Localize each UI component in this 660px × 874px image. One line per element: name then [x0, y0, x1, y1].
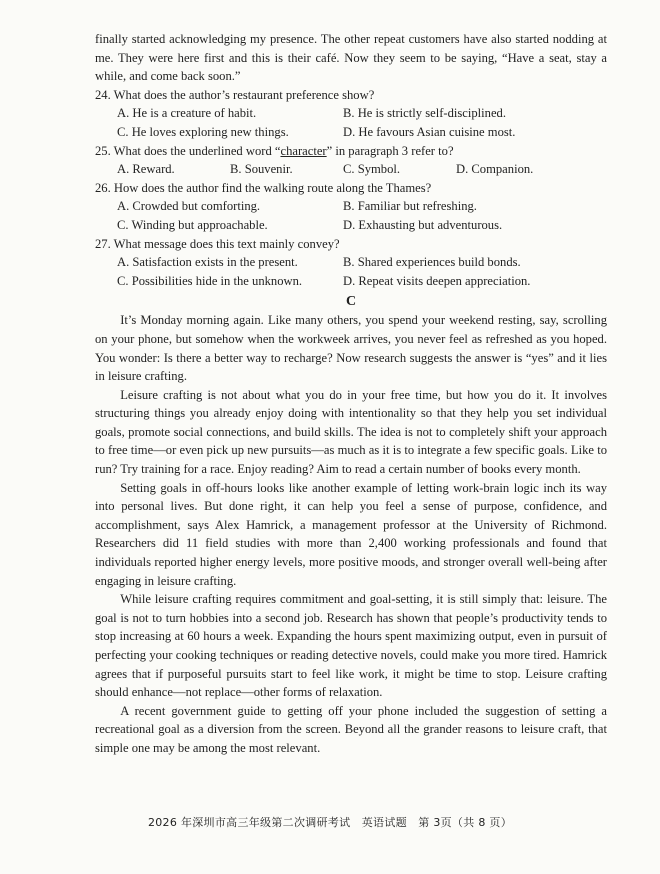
- underlined-word: character: [280, 143, 327, 158]
- passage-paragraph-4: While leisure crafting requires commitment and goal-setting, it is still simply that: leisure. The goal is not to turn hobbies into a second job. Research has shown that people’s productivity tends to stop increasing at 60 hours a week. Expanding the hours spent maximizing output, even in pursuit of perfecting your cooking techniques or reading detective novels, could make you more tired. Hamrick agrees that if purposeful pursuits start to feel like work, it might be time to stop. Leisure crafting should enhance—not replace—other forms of relaxation.: [95, 592, 607, 700]
- option-d[interactable]: D. He favours Asian cuisine most.: [343, 124, 516, 139]
- options-grid: [95, 104, 607, 141]
- option-a[interactable]: A. Reward.: [117, 162, 175, 177]
- option-c[interactable]: C. Possibilities hide in the unknown.: [117, 273, 303, 288]
- passage-paragraph-2: Leisure crafting is not about what you do in your free time, but how you do it. It involves structuring things you already enjoy doing with intentionality so that they help you set individual goals, promote social connections, and build skills. The idea is not to completely shift your approach to free time—or even pick up new pursuits—as much as it is to integrate a few specific goals. Like to run? Try training for a race. Enjoy reading? Aim to read a certain number of books every month.: [95, 387, 607, 477]
- option-b[interactable]: B. He is strictly self-disciplined.: [343, 106, 506, 121]
- page-footer: 2026 年深圳市高三年级第二次调研考试 英语试题 第 3页（共 8 页）: [147, 816, 513, 829]
- option-c[interactable]: C. He loves exploring new things.: [117, 124, 289, 139]
- option-a[interactable]: A. Satisfaction exists in the present.: [117, 255, 298, 270]
- option-c[interactable]: C. Symbol.: [343, 162, 401, 177]
- section-heading: C: [345, 294, 357, 310]
- option-c[interactable]: C. Winding but approachable.: [117, 217, 268, 232]
- options-row: [95, 160, 607, 179]
- stem-before: 25. What does the underlined word “: [95, 143, 281, 158]
- option-d[interactable]: D. Companion.: [456, 162, 534, 177]
- option-d[interactable]: D. Exhausting but adventurous.: [343, 217, 503, 232]
- option-a[interactable]: A. He is a creature of habit.: [117, 106, 257, 121]
- question-stem: 27. What message does this text mainly convey?: [95, 236, 340, 251]
- options-grid: [95, 197, 607, 234]
- question-stem: [95, 142, 607, 161]
- question-25: [95, 142, 607, 179]
- option-b[interactable]: B. Shared experiences build bonds.: [343, 255, 521, 270]
- question-stem: 26. How does the author find the walking route along the Thames?: [95, 180, 432, 195]
- question-26: [95, 179, 607, 235]
- question-27: [95, 235, 607, 291]
- option-d[interactable]: D. Repeat visits deepen appreciation.: [343, 273, 531, 288]
- stem-after: ” in paragraph 3 refer to?: [326, 143, 454, 158]
- option-b[interactable]: B. Familiar but refreshing.: [343, 199, 477, 214]
- option-b[interactable]: B. Souvenir.: [230, 162, 293, 177]
- exam-page: [95, 30, 607, 758]
- passage-paragraph-5: A recent government guide to getting off your phone included the suggestion of setting a recreational goal as a diversion from the screen. Beyond all the grander reasons to leisure craft, that simple one may be among the most relevant.: [95, 703, 607, 755]
- options-grid: [95, 253, 607, 290]
- option-a[interactable]: A. Crowded but comforting.: [117, 199, 261, 214]
- intro-paragraph: finally started acknowledging my presence. The other repeat customers have also started nodding at me. They were here first and this is their café. Now they seem to be saying, “Have a seat, stay a while, and come back soon.”: [95, 32, 607, 84]
- question-24: [95, 86, 607, 142]
- section-c: [95, 292, 607, 757]
- passage-paragraph-1: It’s Monday morning again. Like many others, you spend your weekend resting, say, scrolling on your phone, but somehow when the workweek arrives, you never feel as refreshed as you hoped. You wonder: Is there a better way to recharge? Now research suggests the answer is “yes” and it lies in leisure crafting.: [95, 313, 607, 384]
- question-stem: 24. What does the author’s restaurant preference show?: [95, 87, 375, 102]
- passage-paragraph-3: Setting goals in off-hours looks like another example of letting work-brain logic inch its way into personal lives. But done right, it can help you feel a sense of purpose, confidence, and accomplishment, says Alex Hamrick, a management professor at the University of Richmond. Researchers did 11 field studies with more than 2,400 working professionals and found that individuals reported higher energy levels, more positive moods, and stronger overall well-being after engaging in leisure crafting.: [95, 480, 607, 588]
